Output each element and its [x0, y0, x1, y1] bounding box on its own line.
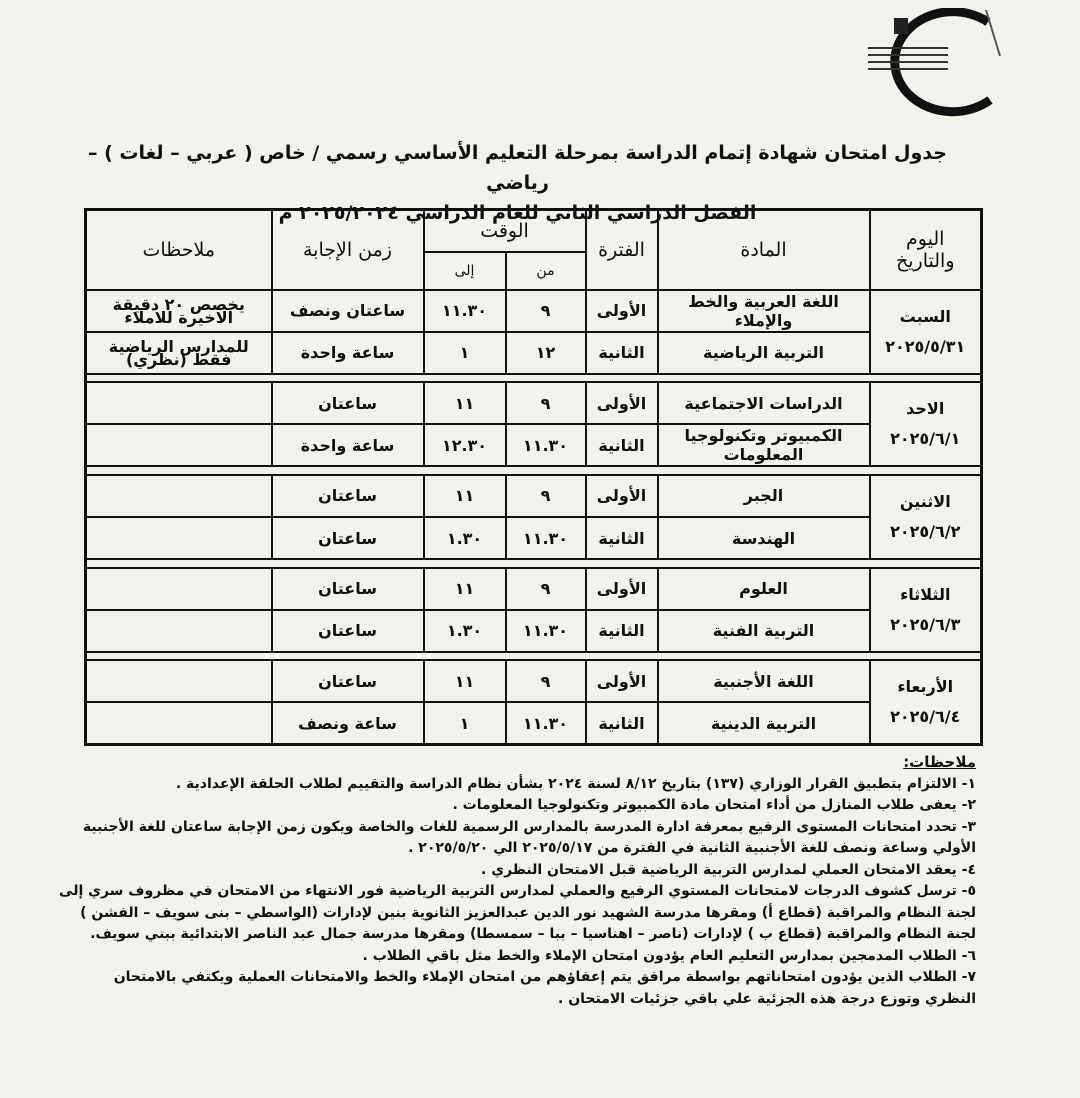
note-item: ٤- يعقد الامتحان العملي لمدارس التربية الرياضية قبل الامتحان النظري . — [481, 861, 976, 878]
duration-cell: ساعتان — [272, 382, 424, 424]
duration-cell: ساعتان — [272, 610, 424, 652]
day-date: ٢٠٢٥/٦/٣ — [890, 614, 961, 634]
to-time-cell: ١١ — [424, 475, 506, 517]
note-cell — [86, 517, 272, 559]
table-row — [86, 702, 982, 744]
note-cell — [86, 475, 272, 517]
from-time-cell: ٩ — [506, 568, 586, 610]
day-date: ٢٠٢٥/٦/٢ — [890, 521, 961, 541]
day-name: الأربعاء — [897, 677, 954, 697]
day-date-cell — [870, 660, 982, 744]
note-cell: للمدارس الرياضية فقط (نظري) — [86, 332, 272, 374]
to-time-cell: ١١ — [424, 660, 506, 702]
duration-cell: ساعتان — [272, 517, 424, 559]
table-row — [86, 517, 982, 559]
to-time-cell: ١١ — [424, 382, 506, 424]
subject-cell: التربية الرياضية — [658, 332, 870, 374]
period-cell: الأولى — [586, 475, 658, 517]
header-subject: المادة — [658, 210, 870, 290]
from-time-cell: ١١.٣٠ — [506, 702, 586, 744]
title-line-1: جدول امتحان شهادة إتمام الدراسة بمرحلة التعليم الأساسي رسمي / خاص ( عربي – لغات ) – رياضي — [87, 142, 948, 194]
subject-cell: التربية الدينية — [658, 702, 870, 744]
table-row — [86, 332, 982, 374]
note-cell — [86, 424, 272, 466]
to-time-cell: ١١ — [424, 568, 506, 610]
to-time-cell: ١١.٣٠ — [424, 290, 506, 332]
subject-cell: التربية الفنية — [658, 610, 870, 652]
note-item: ٥- ترسل كشوف الدرجات لامتحانات المستوي الرفيع والعملي لمدارس التربية الرياضية فور الانتهاء من الامتحان في مظروف سري إلى لجنة النظام والمراقبة (قطاع أ) ومقرها مدرسة الشهيد نور الدين عبدالعزيز الثانوية بنين لإدارات (الواسطي – بنى سويف – الفشن ) لجنة النظام والمراقبة (قطاع ب ) لإدارات (ناصر – اهناسيا – ببا – سمسطا) ومقرها مدرسة جمال عبد الناصر الابتدائية ببني سويف. — [59, 883, 976, 942]
duration-cell: ساعتان — [272, 475, 424, 517]
duration-cell: ساعتان — [272, 568, 424, 610]
day-name: السبت — [899, 306, 951, 326]
from-time-cell: ٩ — [506, 382, 586, 424]
title-line-2: الفصل الدراسي الثاني للعام الدراسي ٢٠٢٥/٢٠٢٤ م — [278, 202, 757, 224]
header-to: إلى — [424, 252, 506, 290]
subject-cell: العلوم — [658, 568, 870, 610]
period-cell: الأولى — [586, 382, 658, 424]
header-notes: ملاحظات — [86, 210, 272, 290]
from-time-cell: ٩ — [506, 475, 586, 517]
period-cell: الثانية — [586, 424, 658, 466]
table-row — [86, 610, 982, 652]
note-item: ١- الالتزام بتطبيق القرار الوزاري (١٣٧) بتاريخ ٨/١٢ لسنة ٢٠٢٤ بشأن نظام الدراسة والتقييم لطلاب الحلقة الإعدادية . — [175, 775, 976, 792]
subject-cell: الهندسة — [658, 517, 870, 559]
subject-cell: اللغة العربية والخط والإملاء — [658, 290, 870, 332]
subject-cell: الكمبيوتر وتكنولوجيا المعلومات — [658, 424, 870, 466]
day-date: ٢٠٢٥/٦/٤ — [890, 707, 961, 727]
table-row — [86, 660, 982, 702]
day-date-cell — [870, 382, 982, 466]
from-time-cell: ٩ — [506, 660, 586, 702]
period-cell: الثانية — [586, 517, 658, 559]
notes-heading: ملاحظات: — [903, 753, 976, 771]
header-time: الوقت — [424, 210, 586, 252]
period-cell: الأولى — [586, 290, 658, 332]
to-time-cell: ١ — [424, 332, 506, 374]
period-cell: الأولى — [586, 660, 658, 702]
day-date: ٢٠٢٥/٥/٣١ — [885, 336, 966, 356]
day-separator-cell — [86, 466, 982, 474]
day-name: الثلاثاء — [900, 584, 951, 604]
from-time-cell: ١١.٣٠ — [506, 610, 586, 652]
duration-cell: ساعة ونصف — [272, 702, 424, 744]
note-item: ٧- الطلاب الذين يؤدون امتحاناتهم بواسطة مرافق يتم إعفاؤهم من امتحان الإملاء والخط والامتحانات العملية ويكتفي بالامتحان النظري وتوزع درجة هذه الجزئية علي باقي جزئيات الامتحان . — [113, 969, 976, 1007]
note-item: ٦- الطلاب المدمجين بمدارس التعليم العام يؤدون امتحان الإملاء والخط مثل باقي الطلاب . — [362, 947, 976, 964]
day-separator — [86, 374, 982, 382]
note-cell: يخصص ٢٠ دقيقة الاخيرة للاملاء — [86, 290, 272, 332]
day-date-cell — [870, 290, 982, 374]
table-row — [86, 568, 982, 610]
to-time-cell: ١٢.٣٠ — [424, 424, 506, 466]
day-separator — [86, 559, 982, 567]
day-name: الاحد — [906, 399, 945, 419]
note-item: ٣- تحدد امتحانات المستوى الرفيع بمعرفة ادارة المدرسة بالمدارس الرسمية للغات والخاصة ويكون زمن الإجابة ساعتان للغة الأجنبية الأولي وساعة ونصف للغة الأجنبية الثانية في الفترة من ٢٠٢٥/٥/١٧ الي ٢٠٢٥/٥/٢٠ . — [82, 818, 976, 856]
day-separator-cell — [86, 652, 982, 660]
exam-schedule-table — [84, 208, 983, 746]
period-cell: الثانية — [586, 610, 658, 652]
duration-cell: ساعتان ونصف — [272, 290, 424, 332]
period-cell: الثانية — [586, 702, 658, 744]
header-day: اليوم والتاريخ — [870, 210, 982, 290]
from-time-cell: ١١.٣٠ — [506, 517, 586, 559]
table-row — [86, 424, 982, 466]
header-duration: زمن الإجابة — [272, 210, 424, 290]
day-date-cell — [870, 568, 982, 652]
to-time-cell: ١.٣٠ — [424, 610, 506, 652]
note-cell — [86, 702, 272, 744]
table-row — [86, 290, 982, 332]
note-item: ٢- يعفى طلاب المنازل من أداء امتحان مادة الكمبيوتر وتكنولوجيا المعلومات . — [452, 797, 976, 813]
day-separator — [86, 652, 982, 660]
period-cell: الثانية — [586, 332, 658, 374]
to-time-cell: ١ — [424, 702, 506, 744]
day-name: الاثنين — [899, 491, 951, 511]
day-date-cell — [870, 475, 982, 559]
header-from: من — [506, 252, 586, 290]
subject-cell: الدراسات الاجتماعية — [658, 382, 870, 424]
from-time-cell: ٩ — [506, 290, 586, 332]
note-cell — [86, 382, 272, 424]
table-row — [86, 382, 982, 424]
notes-section — [58, 752, 976, 1010]
note-cell — [86, 660, 272, 702]
from-time-cell: ١٢ — [506, 332, 586, 374]
table-row — [86, 475, 982, 517]
header-period: الفترة — [586, 210, 658, 290]
duration-cell: ساعة واحدة — [272, 424, 424, 466]
day-date: ٢٠٢٥/٦/١ — [890, 429, 961, 449]
duration-cell: ساعتان — [272, 660, 424, 702]
period-cell: الأولى — [586, 568, 658, 610]
note-cell — [86, 568, 272, 610]
to-time-cell: ١.٣٠ — [424, 517, 506, 559]
letterhead-lines — [868, 42, 948, 75]
day-separator — [86, 466, 982, 474]
duration-cell: ساعة واحدة — [272, 332, 424, 374]
day-separator-cell — [86, 559, 982, 567]
notes-list — [58, 774, 976, 1011]
day-separator-cell — [86, 374, 982, 382]
subject-cell: الجبر — [658, 475, 870, 517]
from-time-cell: ١١.٣٠ — [506, 424, 586, 466]
note-cell — [86, 610, 272, 652]
subject-cell: اللغة الأجنبية — [658, 660, 870, 702]
